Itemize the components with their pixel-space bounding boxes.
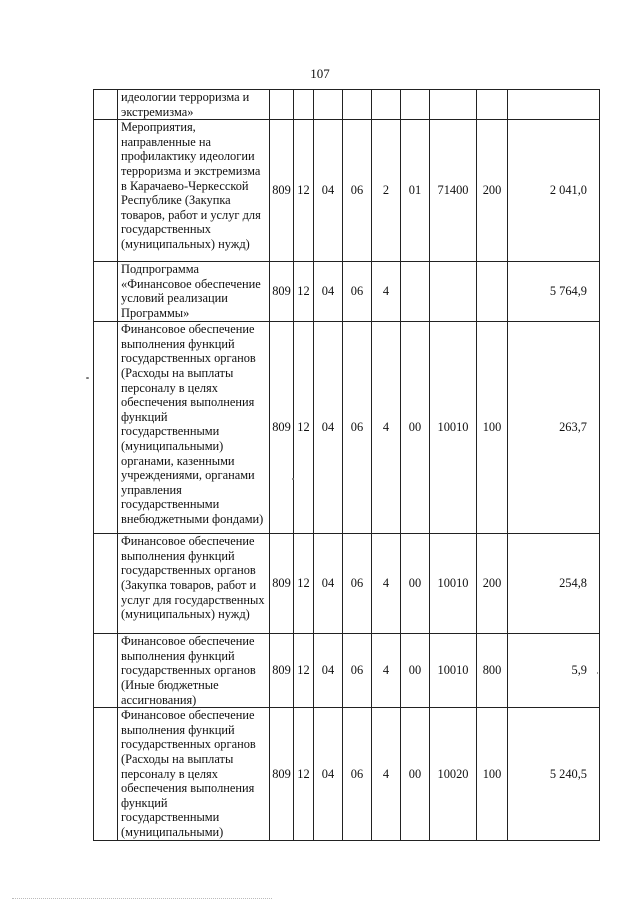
section-code-cell: 12 xyxy=(294,322,314,534)
program-code-cell: 06 xyxy=(343,534,372,634)
program-code-cell xyxy=(343,90,372,120)
subsection-code-cell: 04 xyxy=(314,322,343,534)
event-code-cell xyxy=(401,262,430,322)
row-number-cell xyxy=(94,90,118,120)
amount-cell: 5,9 xyxy=(508,634,600,708)
direction-code-cell xyxy=(430,262,477,322)
program-code-cell: 06 xyxy=(343,322,372,534)
row-number-cell xyxy=(94,708,118,840)
event-code-cell: 00 xyxy=(401,634,430,708)
subsection-code-cell: 04 xyxy=(314,534,343,634)
direction-code-cell xyxy=(430,90,477,120)
expense-name-cell: Финансовое обеспечение выполнения функций государственных органов (Расходы на выплаты персоналу в целях обеспечения выполнения функций государственными (муниципальными) xyxy=(118,708,270,840)
scan-speck xyxy=(597,672,598,674)
section-code-cell: 12 xyxy=(294,534,314,634)
direction-code-cell: 10010 xyxy=(430,634,477,708)
section-code-cell: 12 xyxy=(294,262,314,322)
row-number-cell xyxy=(94,262,118,322)
amount-cell: 2 041,0 xyxy=(508,120,600,262)
subprogram-code-cell: 4 xyxy=(372,262,401,322)
expense-type-cell: 100 xyxy=(477,708,508,840)
row-number-cell xyxy=(94,120,118,262)
section-code-cell: 12 xyxy=(294,634,314,708)
subprogram-code-cell: 4 xyxy=(372,534,401,634)
ministry-code-cell: 809 xyxy=(270,262,294,322)
event-code-cell: 01 xyxy=(401,120,430,262)
expense-type-cell xyxy=(477,262,508,322)
program-code-cell: 06 xyxy=(343,708,372,840)
subsection-code-cell xyxy=(314,90,343,120)
table-row xyxy=(94,534,600,634)
table-row xyxy=(94,90,600,120)
table-row xyxy=(94,708,600,840)
expense-type-cell: 800 xyxy=(477,634,508,708)
ministry-code-cell xyxy=(270,90,294,120)
amount-cell xyxy=(508,90,600,120)
subprogram-code-cell: 4 xyxy=(372,322,401,534)
program-code-cell: 06 xyxy=(343,120,372,262)
expense-name-cell: Финансовое обеспечение выполнения функций государственных органов (Иные бюджетные ассигнования) xyxy=(118,634,270,708)
table-row xyxy=(94,120,600,262)
subprogram-code-cell: 4 xyxy=(372,634,401,708)
ministry-code-cell: 809 xyxy=(270,322,294,534)
scan-speck xyxy=(292,478,294,480)
expense-type-cell: 100 xyxy=(477,322,508,534)
subsection-code-cell: 04 xyxy=(314,708,343,840)
ministry-code-cell: 809 xyxy=(270,634,294,708)
program-code-cell: 06 xyxy=(343,634,372,708)
table-row xyxy=(94,634,600,708)
expense-name-cell: Финансовое обеспечение выполнения функций государственных органов (Закупка товаров, работ и услуг для государственных (муниципальных) нужд) xyxy=(118,534,270,634)
subprogram-code-cell xyxy=(372,90,401,120)
scan-speck xyxy=(86,377,89,379)
event-code-cell: 00 xyxy=(401,708,430,840)
row-number-cell xyxy=(94,534,118,634)
expense-name-cell: идеологии терроризма и экстремизма» xyxy=(118,90,270,120)
expense-name-cell: Мероприятия, направленные на профилактику идеологии терроризма и экстремизма в Карачаево-Черкесской Республике (Закупка товаров, работ и услуг для государственных (муниципальных) нужд) xyxy=(118,120,270,262)
program-code-cell: 06 xyxy=(343,262,372,322)
ministry-code-cell: 809 xyxy=(270,534,294,634)
event-code-cell xyxy=(401,90,430,120)
direction-code-cell: 10010 xyxy=(430,534,477,634)
table-row xyxy=(94,322,600,534)
amount-cell: 5 240,5 xyxy=(508,708,600,840)
direction-code-cell: 10020 xyxy=(430,708,477,840)
subsection-code-cell: 04 xyxy=(314,120,343,262)
expense-type-cell: 200 xyxy=(477,120,508,262)
amount-cell: 5 764,9 xyxy=(508,262,600,322)
section-code-cell: 12 xyxy=(294,120,314,262)
amount-cell: 263,7 xyxy=(508,322,600,534)
row-number-cell xyxy=(94,322,118,534)
expense-type-cell xyxy=(477,90,508,120)
expense-name-cell: Подпрограмма «Финансовое обеспечение условий реализации Программы» xyxy=(118,262,270,322)
ministry-code-cell: 809 xyxy=(270,120,294,262)
scan-edge-line xyxy=(12,898,272,899)
budget-table xyxy=(93,89,600,841)
direction-code-cell: 71400 xyxy=(430,120,477,262)
amount-cell: 254,8 xyxy=(508,534,600,634)
subprogram-code-cell: 4 xyxy=(372,708,401,840)
row-number-cell xyxy=(94,634,118,708)
ministry-code-cell: 809 xyxy=(270,708,294,840)
section-code-cell xyxy=(294,90,314,120)
expense-type-cell: 200 xyxy=(477,534,508,634)
expense-name-cell: Финансовое обеспечение выполнения функций государственных органов (Расходы на выплаты персоналу в целях обеспечения выполнения функций государственными (муниципальными) органами, казенными учреждениями, органами управления государственными внебюджетными фондами) xyxy=(118,322,270,534)
section-code-cell: 12 xyxy=(294,708,314,840)
page-number: 107 xyxy=(310,66,330,81)
event-code-cell: 00 xyxy=(401,534,430,634)
subprogram-code-cell: 2 xyxy=(372,120,401,262)
event-code-cell: 00 xyxy=(401,322,430,534)
table-row xyxy=(94,262,600,322)
direction-code-cell: 10010 xyxy=(430,322,477,534)
subsection-code-cell: 04 xyxy=(314,262,343,322)
subsection-code-cell: 04 xyxy=(314,634,343,708)
